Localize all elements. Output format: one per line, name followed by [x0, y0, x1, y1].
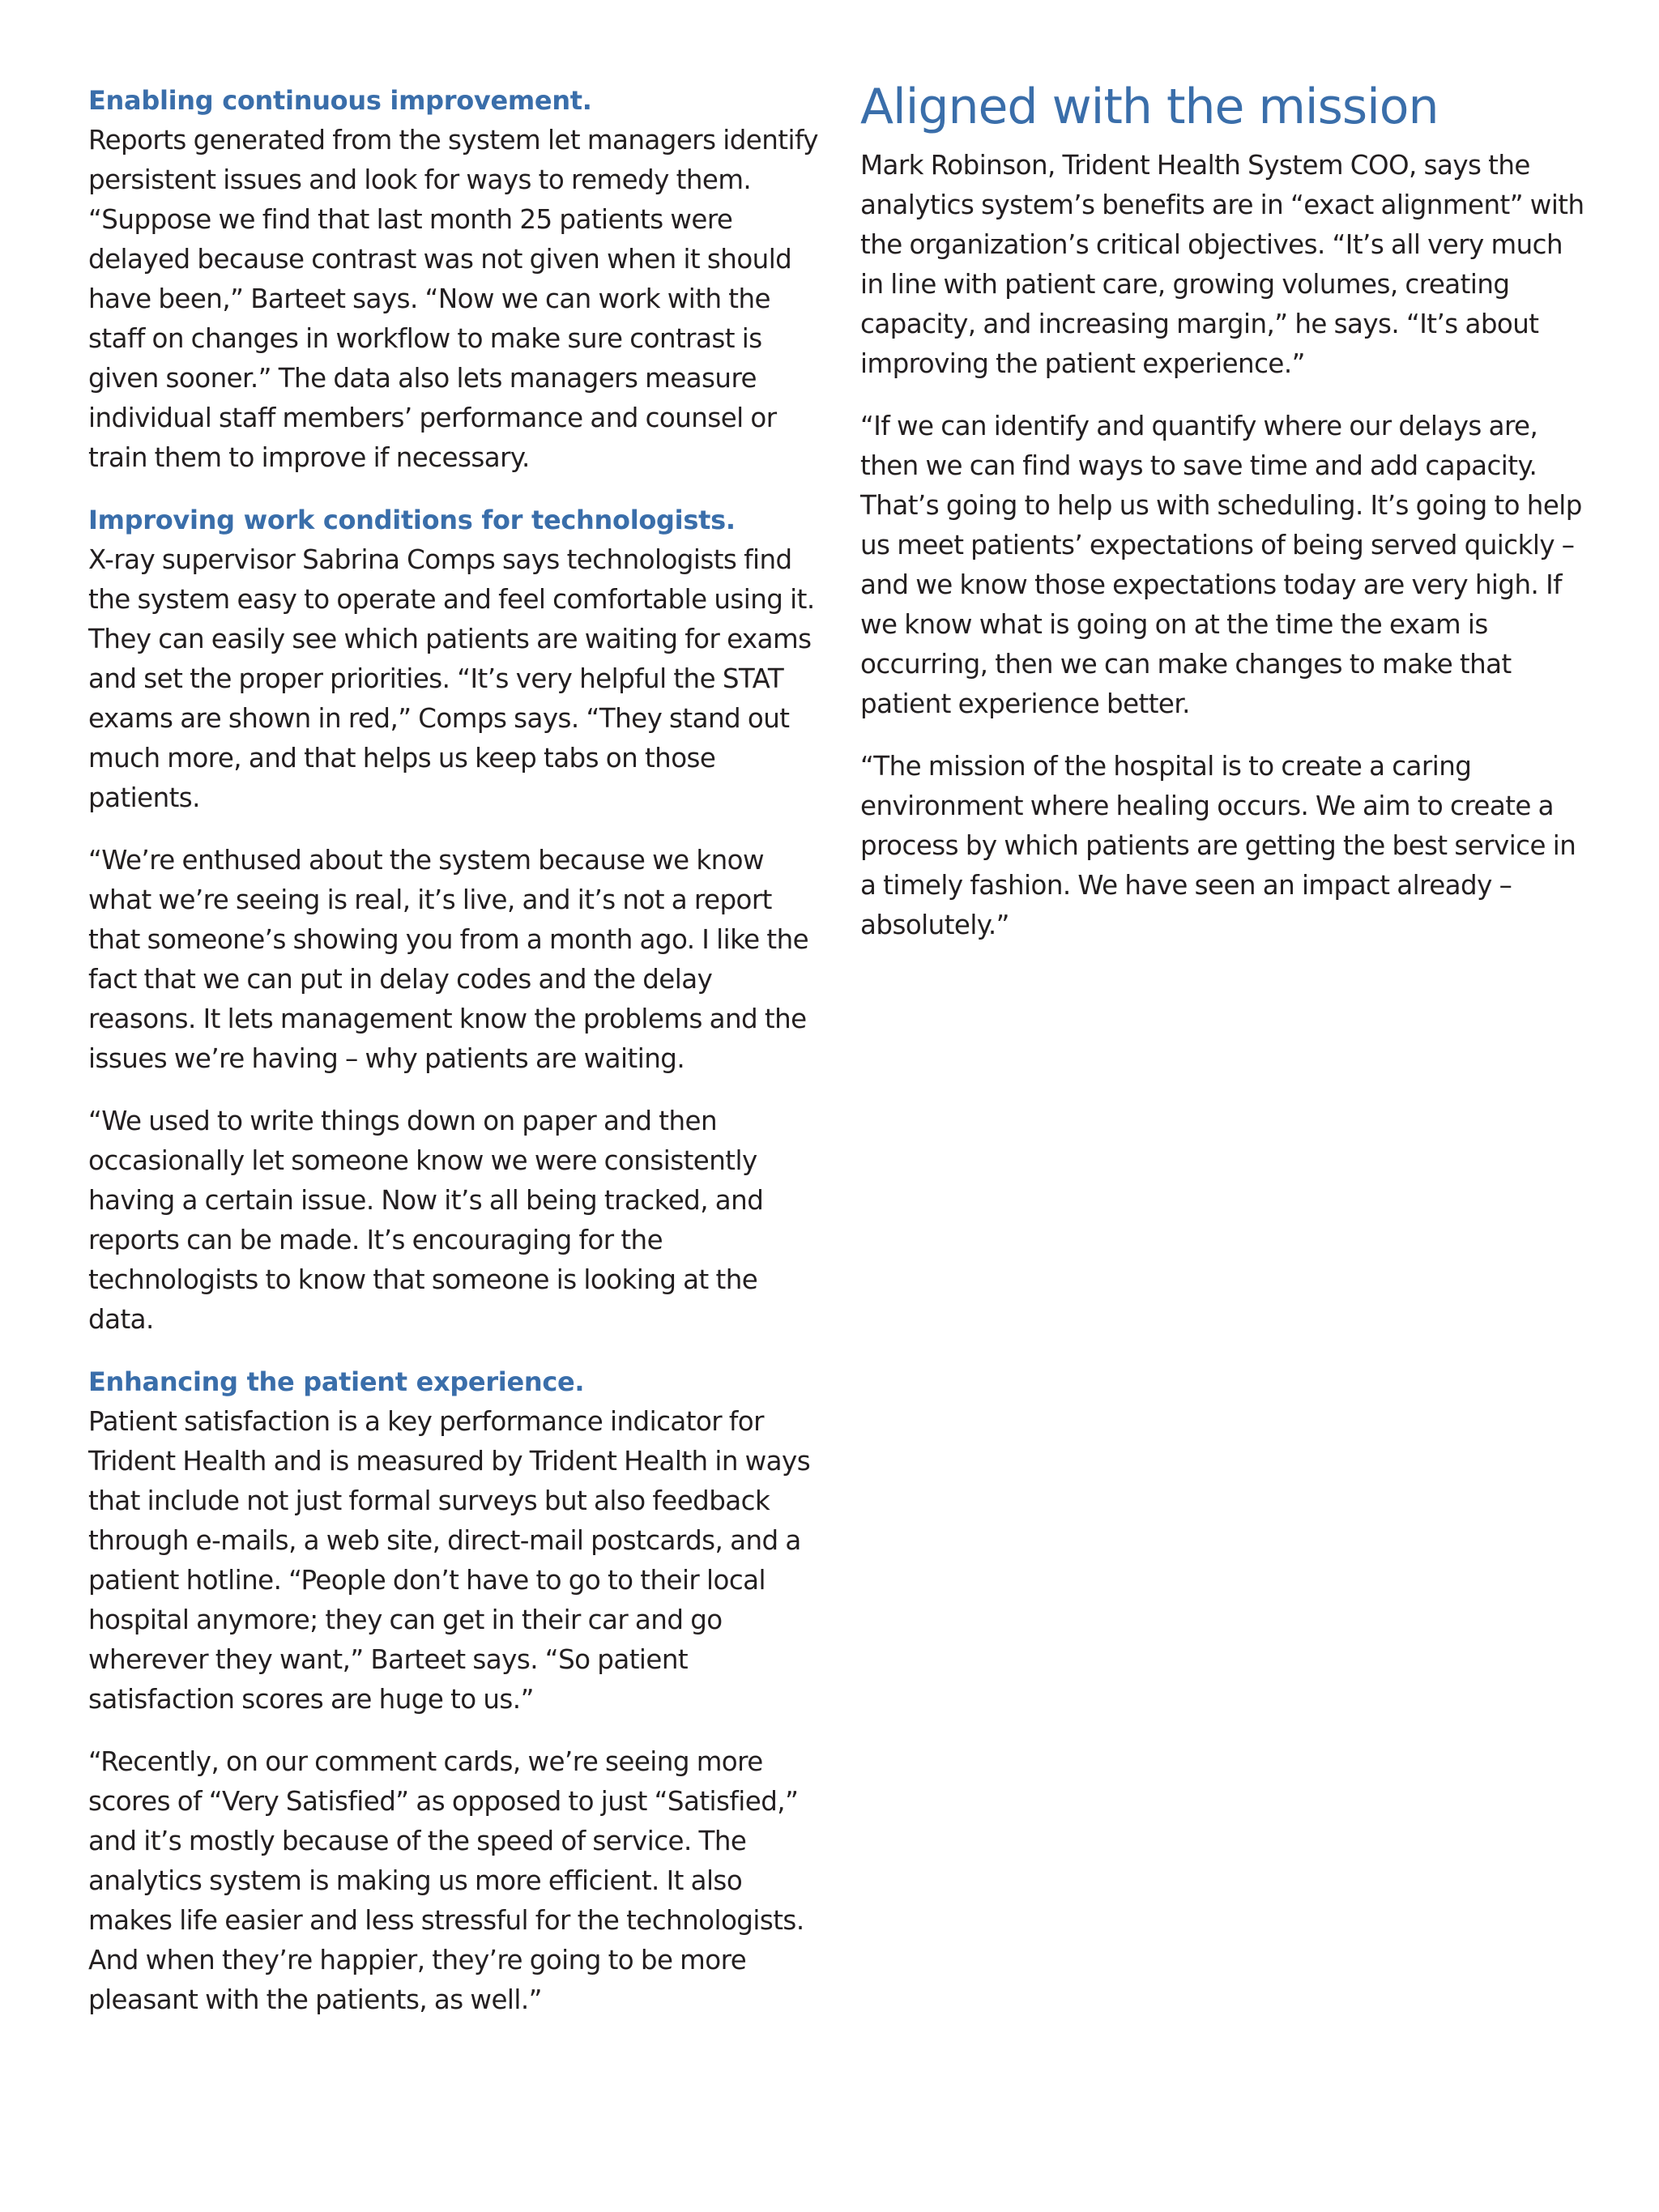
left-column [88, 81, 825, 2043]
section-heading-work-conditions: Improving work conditions for technologists. [88, 505, 736, 535]
right-column [860, 75, 1589, 968]
paragraph: “We used to write things down on paper and then occasionally let someone know we were consistently having a certain issue. Now it’s all being tracked, and reports can be made. It’s encouraging for the technologists to know that someone is looking at the data. [88, 1106, 764, 1335]
paragraph: Reports generated from the system let managers identify persistent issues and look for ways to remedy them. “Suppose we find that last month 25 patients were delayed because contrast was not given when it should have been,” Barteet says. “Now we can work with the staff on changes in workflow to make sure contrast is given sooner.” The data also lets managers measure individual staff members’ performance and counsel or train them to improve if necessary. [88, 125, 818, 473]
paragraph: “Recently, on our comment cards, we’re seeing more scores of “Very Satisfied” as opposed to just “Satisfied,” and it’s mostly because of the speed of service. The analytics system is making us more efficient. It also makes life easier and less stressful for the technologists. And when they’re happier, they’re going to be more pleasant with the patients, as well.” [88, 1746, 804, 2015]
mission-title: Aligned with the mission [860, 79, 1439, 135]
paragraph: X-ray supervisor Sabrina Comps says technologists find the system easy to operate and feel comfortable using it. They can easily see which patients are waiting for exams and set the proper priorities. “It’s very helpful the STAT exams are shown in red,” Comps says. “They stand out much more, and that helps us keep tabs on those patients. [88, 544, 815, 813]
section-heading-continuous-improvement: Enabling continuous improvement. [88, 85, 592, 116]
paragraph: Mark Robinson, Trident Health System COO, says the analytics system’s benefits are in “exact alignment” with the organization’s critical objectives. “It’s all very much in line with patient care, growing volumes, creating capacity, and increasing margin,” he says. “It’s about improving the patient experience.” [860, 150, 1584, 379]
paragraph: “We’re enthused about the system because we know what we’re seeing is real, it’s live, and it’s not a report that someone’s showing you from a month ago. I like the fact that we can put in delay codes and the delay reasons. It lets management know the problems and the issues we’re having – why patients are waiting. [88, 845, 809, 1074]
paragraph: “If we can identify and quantify where our delays are, then we can find ways to save time and add capacity. That’s going to help us with scheduling. It’s going to help us meet patients’ expectations of being served quickly – and we know those expectations today are very high. If we know what is going on at the time the exam is occurring, then we can make changes to make that patient experience better. [860, 411, 1582, 719]
paragraph: Patient satisfaction is a key performance indicator for Trident Health and is measured by Trident Health in ways that include not just formal surveys but also feedback through e-mails, a web site, direct-mail postcards, and a patient hotline. “People don’t have to go to their local hospital anymore; they can get in their car and go wherever they want,” Barteet says. “So patient satisfaction scores are huge to us.” [88, 1406, 811, 1715]
section-heading-patient-experience: Enhancing the patient experience. [88, 1366, 585, 1397]
paragraph: “The mission of the hospital is to create a caring environment where healing occurs. We aim to create a process by which patients are getting the best service in a timely fashion. We have seen an impact already – absolutely.” [860, 751, 1576, 940]
